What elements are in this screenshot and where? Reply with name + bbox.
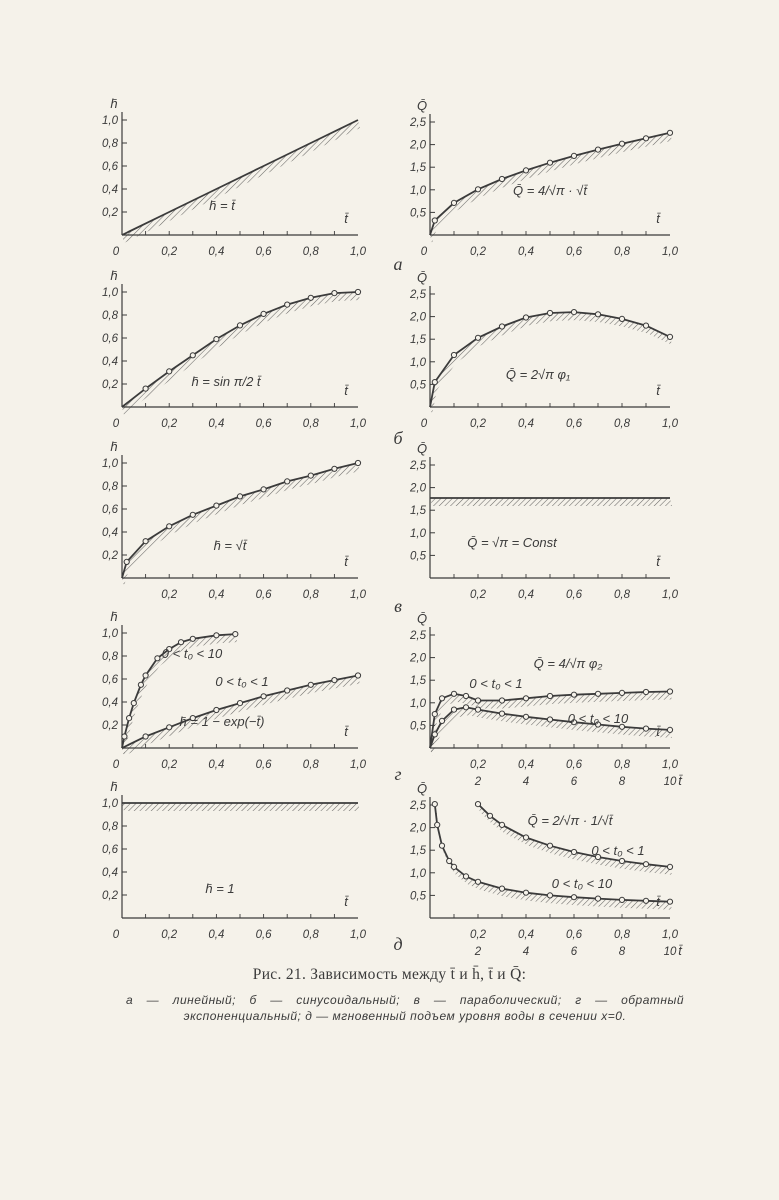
data-point bbox=[667, 864, 672, 869]
x-tick-label: 0,8 bbox=[302, 589, 319, 601]
y-tick-label: 1,5 bbox=[410, 162, 426, 175]
data-point bbox=[667, 689, 672, 694]
data-point bbox=[190, 512, 195, 517]
data-point bbox=[643, 136, 648, 141]
data-point bbox=[122, 734, 127, 739]
data-point bbox=[643, 689, 648, 694]
row-label: в bbox=[394, 596, 402, 616]
equation-label: 0 < t₀ < 10 bbox=[161, 646, 223, 661]
data-point bbox=[643, 323, 648, 328]
data-point bbox=[451, 707, 456, 712]
x-axis-label: t̄ bbox=[344, 211, 348, 226]
panel-a-h bbox=[102, 96, 367, 258]
x-tick-label: 0,4 bbox=[208, 246, 225, 258]
x-tick-label: 0,2 bbox=[470, 418, 486, 430]
hatch-band bbox=[430, 707, 672, 756]
data-point bbox=[432, 712, 437, 717]
equation-label: Q̄ = 4/√π φ₂ bbox=[533, 656, 603, 671]
data-point bbox=[595, 312, 600, 317]
data-point bbox=[178, 640, 183, 645]
data-point bbox=[451, 864, 456, 869]
panel-a-Q bbox=[394, 98, 679, 274]
data-point bbox=[571, 310, 576, 315]
data-point bbox=[523, 696, 528, 701]
panel-g-Q bbox=[394, 611, 683, 788]
data-point bbox=[308, 473, 313, 478]
x-axis-label: t̄ bbox=[656, 383, 660, 398]
y-tick-label: 0,8 bbox=[102, 651, 118, 663]
data-point bbox=[439, 718, 444, 723]
data-point bbox=[499, 324, 504, 329]
data-point bbox=[619, 858, 624, 863]
hatch-band bbox=[122, 803, 360, 811]
data-point bbox=[463, 874, 468, 879]
data-point bbox=[547, 693, 552, 698]
data-point bbox=[523, 890, 528, 895]
data-point bbox=[451, 200, 456, 205]
data-point bbox=[332, 678, 337, 683]
data-point bbox=[332, 291, 337, 296]
equation-label: 0 < t₀ < 1 bbox=[469, 676, 523, 691]
x-tick-label: 0,4 bbox=[518, 929, 534, 941]
y-tick-label: 1,5 bbox=[410, 505, 426, 518]
x-tick-label: 0,8 bbox=[302, 246, 319, 258]
x-tick-label: 0,6 bbox=[255, 246, 272, 258]
x-tick-label: 0,4 bbox=[518, 246, 534, 258]
panel-d-h bbox=[102, 779, 367, 941]
x-tick-label: 1,0 bbox=[350, 418, 366, 430]
data-point bbox=[619, 141, 624, 146]
x-tick-label-secondary: 6 bbox=[570, 776, 578, 788]
data-point bbox=[432, 802, 437, 807]
y-tick-label: 1,0 bbox=[102, 798, 118, 810]
data-point bbox=[237, 494, 242, 499]
y-tick-label: 0,5 bbox=[410, 207, 426, 220]
x-tick-label: 0,6 bbox=[566, 759, 582, 771]
y-axis-label: h̄ bbox=[110, 609, 118, 624]
data-point bbox=[233, 632, 238, 637]
x-tick-label: 0,2 bbox=[161, 759, 178, 771]
y-tick-label: 2,0 bbox=[410, 822, 426, 835]
series-line bbox=[122, 292, 358, 407]
y-tick-label: 1,0 bbox=[410, 697, 426, 710]
x-tick-label-secondary: 4 bbox=[522, 946, 530, 958]
data-point bbox=[432, 732, 437, 737]
data-point bbox=[237, 701, 242, 706]
x-tick-label: 0,2 bbox=[161, 246, 178, 258]
data-point bbox=[499, 698, 504, 703]
y-tick-label: 0,6 bbox=[102, 674, 118, 686]
origin-label: 0 bbox=[112, 759, 120, 771]
hatch-band bbox=[430, 498, 672, 506]
x-tick-label: 0,8 bbox=[302, 418, 319, 430]
x-tick-label: 0,6 bbox=[255, 589, 272, 601]
data-point bbox=[523, 168, 528, 173]
y-tick-label: 0,4 bbox=[102, 867, 118, 879]
y-tick-label: 2,0 bbox=[410, 482, 426, 495]
data-point bbox=[667, 334, 672, 339]
equation-label: Q̄ = 4/√π · √t̄ bbox=[513, 183, 587, 198]
data-point bbox=[435, 822, 440, 827]
y-tick-label: 1,0 bbox=[102, 287, 118, 299]
y-tick-label: 0,8 bbox=[102, 310, 118, 322]
origin-label: 0 bbox=[112, 418, 120, 430]
x-tick-label: 0,4 bbox=[518, 589, 534, 601]
data-point bbox=[285, 302, 290, 307]
x-tick-label: 0,6 bbox=[566, 929, 582, 941]
data-point bbox=[475, 187, 480, 192]
x-tick-label: 1,0 bbox=[662, 759, 678, 771]
x-tick-label-secondary: 10 bbox=[663, 946, 677, 958]
data-point bbox=[143, 673, 148, 678]
data-point bbox=[237, 323, 242, 328]
x-tick-label-secondary: 8 bbox=[618, 776, 626, 788]
y-tick-label: 2,0 bbox=[410, 652, 426, 665]
y-tick-label: 2,0 bbox=[410, 311, 426, 324]
data-point bbox=[261, 487, 266, 492]
data-point bbox=[571, 692, 576, 697]
x-tick-label: 0,2 bbox=[470, 589, 486, 601]
x-tick-label: 1,0 bbox=[662, 418, 678, 430]
y-tick-label: 0,2 bbox=[102, 550, 118, 562]
equation-label: Q̄ = √π = Const bbox=[467, 535, 557, 550]
row-label: б bbox=[393, 428, 403, 448]
data-point bbox=[547, 843, 552, 848]
x-tick-label: 1,0 bbox=[350, 759, 366, 771]
y-tick-label: 0,4 bbox=[102, 697, 118, 709]
figure-caption: Рис. 21. Зависимость между t̄ и h̄, t̄ и Q̄: bbox=[252, 966, 527, 983]
x-tick-label: 1,0 bbox=[350, 929, 366, 941]
data-point bbox=[487, 813, 492, 818]
data-point bbox=[439, 843, 444, 848]
data-point bbox=[547, 893, 552, 898]
x-tick-label-secondary: 2 bbox=[474, 776, 482, 788]
x-tick-label: 0,8 bbox=[614, 929, 630, 941]
y-axis-label: h̄ bbox=[110, 268, 118, 283]
y-tick-label: 0,6 bbox=[102, 161, 118, 173]
y-axis-label: Q̄ bbox=[416, 611, 428, 626]
y-tick-label: 1,0 bbox=[102, 115, 118, 127]
x-tick-label: 0,2 bbox=[161, 589, 178, 601]
data-point bbox=[138, 682, 143, 687]
data-point bbox=[475, 335, 480, 340]
data-point bbox=[214, 707, 219, 712]
data-point bbox=[667, 727, 672, 732]
data-point bbox=[261, 694, 266, 699]
data-point bbox=[127, 716, 132, 721]
x-tick-label: 0,6 bbox=[255, 418, 272, 430]
x-tick-label: 1,0 bbox=[662, 929, 678, 941]
data-point bbox=[190, 636, 195, 641]
y-tick-label: 0,5 bbox=[410, 550, 426, 563]
data-point bbox=[523, 714, 528, 719]
data-point bbox=[571, 153, 576, 158]
x-tick-label: 0,8 bbox=[614, 589, 630, 601]
data-point bbox=[475, 707, 480, 712]
x-axis-label-secondary: t̄ bbox=[678, 943, 682, 958]
x-tick-label: 1,0 bbox=[662, 589, 678, 601]
x-tick-label: 0,6 bbox=[566, 246, 582, 258]
series-line bbox=[122, 120, 358, 235]
data-point bbox=[439, 696, 444, 701]
y-axis-label: Q̄ bbox=[416, 98, 428, 113]
x-tick-label: 0,8 bbox=[614, 246, 630, 258]
data-point bbox=[523, 835, 528, 840]
y-tick-label: 1,0 bbox=[410, 527, 426, 540]
y-axis-label: Q̄ bbox=[416, 270, 428, 285]
y-axis-label: Q̄ bbox=[416, 441, 428, 456]
equation-label: h̄ = √t̄ bbox=[213, 538, 247, 553]
y-tick-label: 0,4 bbox=[102, 527, 118, 539]
x-axis-label: t̄ bbox=[344, 724, 348, 739]
data-point bbox=[355, 673, 360, 678]
row-label: а bbox=[393, 254, 403, 274]
hatch-band bbox=[122, 120, 360, 243]
x-tick-label: 0,4 bbox=[208, 589, 225, 601]
equation-label: Q̄ = 2√π φ₁ bbox=[505, 367, 571, 382]
data-point bbox=[523, 315, 528, 320]
data-point bbox=[619, 897, 624, 902]
y-tick-label: 0,5 bbox=[410, 379, 426, 392]
data-point bbox=[547, 717, 552, 722]
data-point bbox=[667, 899, 672, 904]
panel-b-h bbox=[102, 268, 367, 430]
figure-legend: а — линейный; б — синусоидальный; в — параболический; г — обратный экспоненциальный; д — мгновенный подъем уровня воды в сечении x=0. bbox=[126, 993, 684, 1023]
origin-label: 0 bbox=[420, 246, 428, 258]
data-point bbox=[499, 711, 504, 716]
data-point bbox=[143, 539, 148, 544]
y-tick-label: 2,5 bbox=[410, 117, 426, 129]
x-axis-label: t̄ bbox=[344, 894, 348, 909]
x-axis-label: t̄ bbox=[656, 554, 660, 569]
x-tick-label: 0,2 bbox=[161, 418, 178, 430]
y-tick-label: 1,5 bbox=[410, 334, 426, 347]
y-tick-label: 2,5 bbox=[410, 289, 426, 301]
y-axis-label: h̄ bbox=[110, 96, 118, 111]
data-point bbox=[332, 466, 337, 471]
y-tick-label: 0,2 bbox=[102, 207, 118, 219]
data-point bbox=[131, 701, 136, 706]
x-tick-label-secondary: 10 bbox=[663, 776, 677, 788]
y-tick-label: 1,0 bbox=[102, 628, 118, 640]
x-tick-label: 0,2 bbox=[470, 929, 486, 941]
panel-v-Q bbox=[394, 441, 679, 616]
data-point bbox=[475, 802, 480, 807]
y-tick-label: 2,0 bbox=[410, 139, 426, 152]
data-point bbox=[447, 858, 452, 863]
data-point bbox=[451, 352, 456, 357]
x-tick-label-secondary: 4 bbox=[522, 776, 530, 788]
y-tick-label: 0,6 bbox=[102, 504, 118, 516]
y-tick-label: 1,0 bbox=[410, 867, 426, 880]
y-tick-label: 0,4 bbox=[102, 184, 118, 196]
data-point bbox=[285, 479, 290, 484]
x-tick-label: 0,8 bbox=[302, 759, 319, 771]
data-point bbox=[571, 895, 576, 900]
data-point bbox=[643, 726, 648, 731]
data-point bbox=[167, 725, 172, 730]
hatch-band bbox=[122, 292, 360, 415]
data-point bbox=[432, 218, 437, 223]
x-tick-label: 0,4 bbox=[208, 418, 225, 430]
data-point bbox=[214, 337, 219, 342]
x-tick-label: 0,8 bbox=[614, 759, 630, 771]
data-point bbox=[190, 353, 195, 358]
x-axis-label: t̄ bbox=[344, 554, 348, 569]
x-tick-label: 0,2 bbox=[470, 246, 486, 258]
data-point bbox=[595, 147, 600, 152]
panel-d-Q bbox=[393, 781, 683, 958]
data-point bbox=[285, 688, 290, 693]
y-tick-label: 2,5 bbox=[410, 800, 426, 812]
x-tick-label-secondary: 6 bbox=[570, 946, 578, 958]
y-tick-label: 0,2 bbox=[102, 379, 118, 391]
data-point bbox=[547, 160, 552, 165]
equation-label: h̄ = 1 − exp(−t̄) bbox=[179, 714, 265, 729]
data-point bbox=[432, 380, 437, 385]
data-point bbox=[214, 503, 219, 508]
equation-label: h̄ = sin π/2 t̄ bbox=[191, 374, 261, 389]
data-point bbox=[499, 176, 504, 181]
data-point bbox=[167, 369, 172, 374]
x-axis-label-secondary: t̄ bbox=[678, 773, 682, 788]
data-point bbox=[475, 879, 480, 884]
y-tick-label: 0,4 bbox=[102, 356, 118, 368]
x-tick-label: 0,2 bbox=[161, 929, 178, 941]
data-point bbox=[463, 693, 468, 698]
data-point bbox=[595, 896, 600, 901]
data-point bbox=[355, 460, 360, 465]
y-tick-label: 2,5 bbox=[410, 460, 426, 472]
origin-label: 0 bbox=[112, 929, 120, 941]
data-point bbox=[261, 311, 266, 316]
data-point bbox=[143, 734, 148, 739]
y-axis-label: h̄ bbox=[110, 779, 118, 794]
equation-label: h̄ = 1 bbox=[205, 881, 235, 896]
x-tick-label: 0,4 bbox=[518, 418, 534, 430]
y-tick-label: 0,2 bbox=[102, 720, 118, 732]
x-tick-label: 0,6 bbox=[255, 759, 272, 771]
y-tick-label: 0,8 bbox=[102, 821, 118, 833]
data-point bbox=[463, 705, 468, 710]
data-point bbox=[308, 295, 313, 300]
y-tick-label: 1,0 bbox=[102, 458, 118, 470]
y-tick-label: 0,8 bbox=[102, 138, 118, 150]
data-point bbox=[499, 886, 504, 891]
data-point bbox=[155, 656, 160, 661]
y-tick-label: 0,6 bbox=[102, 844, 118, 856]
y-tick-label: 1,0 bbox=[410, 184, 426, 197]
x-tick-label: 1,0 bbox=[662, 246, 678, 258]
data-point bbox=[571, 849, 576, 854]
equation-label: 0 < t₀ < 1 bbox=[215, 674, 269, 689]
y-axis-label: h̄ bbox=[110, 439, 118, 454]
row-label: д bbox=[393, 934, 403, 954]
equation-label: 0 < t₀ < 10 bbox=[551, 876, 613, 891]
x-tick-label: 0,8 bbox=[614, 418, 630, 430]
x-tick-label: 0,6 bbox=[255, 929, 272, 941]
data-point bbox=[214, 633, 219, 638]
equation-label: 0 < t₀ < 1 bbox=[591, 843, 645, 858]
data-point bbox=[643, 862, 648, 867]
x-tick-label: 0,4 bbox=[518, 759, 534, 771]
data-point bbox=[619, 316, 624, 321]
x-tick-label: 0,4 bbox=[208, 929, 225, 941]
data-point bbox=[451, 691, 456, 696]
data-point bbox=[499, 822, 504, 827]
x-tick-label: 0,6 bbox=[566, 589, 582, 601]
y-tick-label: 2,5 bbox=[410, 630, 426, 642]
data-point bbox=[619, 690, 624, 695]
x-tick-label: 0,8 bbox=[302, 929, 319, 941]
data-point bbox=[355, 289, 360, 294]
data-point bbox=[667, 130, 672, 135]
x-axis-label: t̄ bbox=[344, 383, 348, 398]
x-tick-label: 1,0 bbox=[350, 589, 366, 601]
equation-label: Q̄ = 2/√π · 1/√t̄ bbox=[527, 813, 613, 828]
y-tick-label: 1,5 bbox=[410, 675, 426, 688]
data-point bbox=[475, 698, 480, 703]
x-tick-label: 1,0 bbox=[350, 246, 366, 258]
y-tick-label: 0,5 bbox=[410, 890, 426, 903]
equation-label: 0 < t₀ < 10 bbox=[567, 711, 629, 726]
y-tick-label: 1,0 bbox=[410, 356, 426, 369]
y-tick-label: 0,8 bbox=[102, 481, 118, 493]
panel-v-h bbox=[102, 439, 367, 601]
x-tick-label: 0,4 bbox=[208, 759, 225, 771]
y-tick-label: 1,5 bbox=[410, 845, 426, 858]
hatch-band bbox=[122, 463, 360, 586]
data-point bbox=[547, 310, 552, 315]
panel-b-Q bbox=[393, 270, 678, 448]
data-point bbox=[167, 524, 172, 529]
panel-g-h bbox=[102, 609, 367, 771]
data-point bbox=[143, 386, 148, 391]
origin-label: 0 bbox=[420, 418, 428, 430]
x-tick-label: 0,2 bbox=[470, 759, 486, 771]
data-point bbox=[595, 691, 600, 696]
data-point bbox=[643, 898, 648, 903]
y-tick-label: 0,5 bbox=[410, 720, 426, 733]
y-tick-label: 0,2 bbox=[102, 890, 118, 902]
origin-label: 0 bbox=[112, 246, 120, 258]
equation-label: h̄ = t̄ bbox=[209, 198, 235, 213]
x-tick-label-secondary: 2 bbox=[474, 946, 482, 958]
row-label: г bbox=[394, 764, 402, 784]
hatch-band bbox=[430, 312, 672, 415]
y-axis-label: Q̄ bbox=[416, 781, 428, 796]
x-tick-label: 0,6 bbox=[566, 418, 582, 430]
y-tick-label: 0,6 bbox=[102, 333, 118, 345]
x-axis-label: t̄ bbox=[656, 211, 660, 226]
data-point bbox=[308, 682, 313, 687]
data-point bbox=[124, 559, 129, 564]
x-tick-label-secondary: 8 bbox=[618, 946, 626, 958]
